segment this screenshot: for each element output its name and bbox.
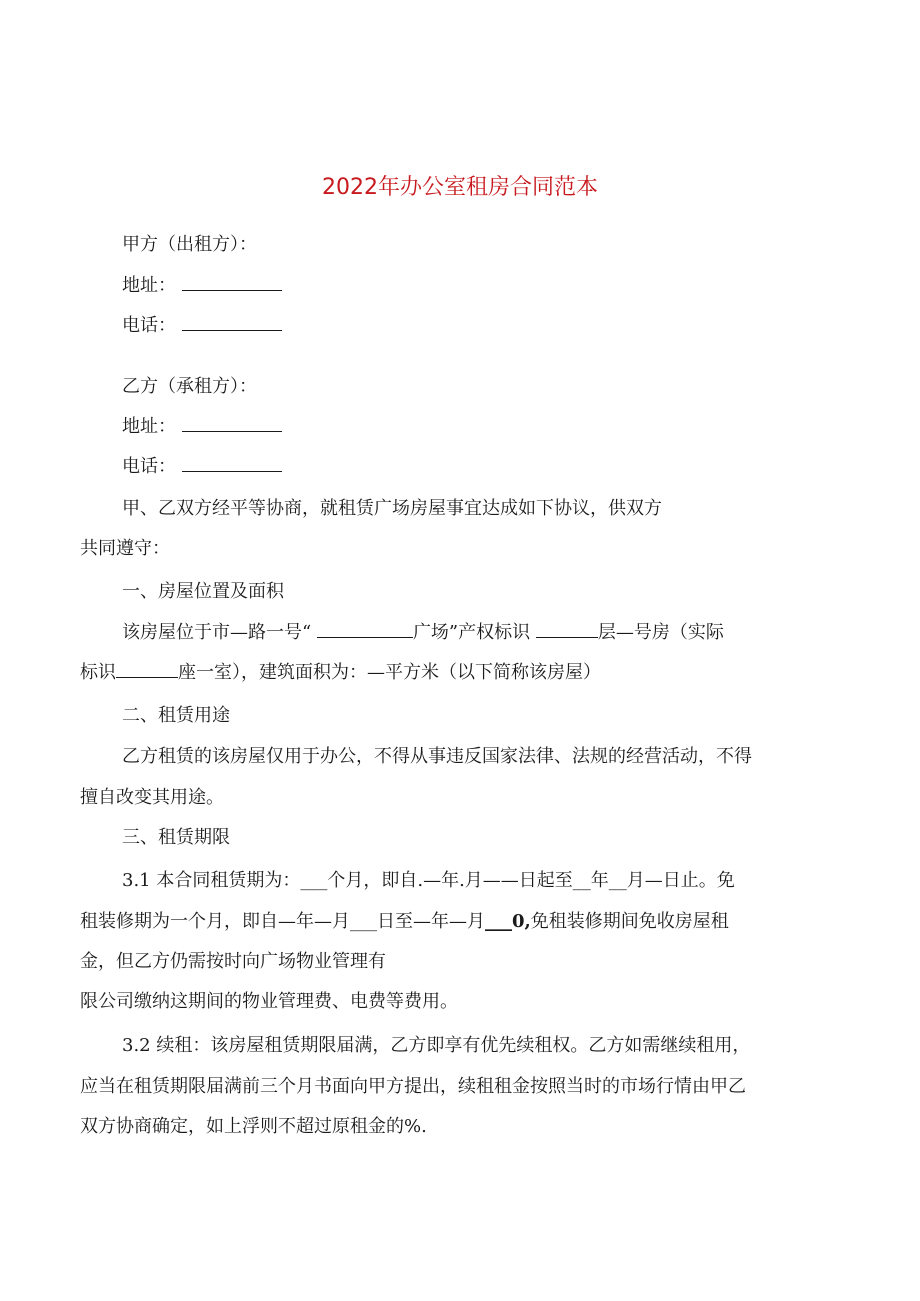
party-a-address-blank[interactable] bbox=[182, 274, 282, 291]
party-b-address-label: 地址： bbox=[122, 416, 176, 437]
clause-3-1-text-a: 租装修期为一个月，即自—年—月___日至—年—月 bbox=[80, 911, 485, 932]
clause-3-2-line-3: 双方协商确定，如上浮则不超过原租金的%. bbox=[80, 1116, 427, 1137]
clause-3-1-text-b: ___0, bbox=[485, 911, 531, 932]
section-1-text-c: 层—号房（实际 bbox=[597, 622, 724, 643]
building-blank[interactable] bbox=[116, 661, 178, 678]
party-b-phone-blank[interactable] bbox=[182, 455, 282, 472]
section-1-heading: 一、房屋位置及面积 bbox=[122, 581, 284, 602]
section-1-line-2 bbox=[80, 661, 601, 685]
party-a-address bbox=[122, 274, 282, 298]
party-a-phone-label: 电话： bbox=[122, 315, 176, 336]
section-1-text-e: 座一室），建筑面积为：—平方米（以下简称该房屋） bbox=[178, 662, 601, 683]
party-a-address-label: 地址： bbox=[122, 275, 176, 296]
party-b-phone-label: 电话： bbox=[122, 456, 176, 477]
section-1-text-d: 标识 bbox=[80, 662, 116, 683]
section-2-line-1: 乙方租赁的该房屋仅用于办公，不得从事违反国家法律、法规的经营活动，不得 bbox=[122, 746, 752, 767]
party-b-phone bbox=[122, 455, 282, 479]
document-title: 2022年办公室租房合同范本 bbox=[322, 175, 598, 200]
party-a-phone-blank[interactable] bbox=[182, 314, 282, 331]
section-2-heading: 二、租赁用途 bbox=[122, 705, 230, 726]
clause-3-1-line-1: 3.1 本合同租赁期为：___个月，即自.—年.月——日起至__年__月—日止。免 bbox=[122, 870, 735, 891]
section-1-line-1 bbox=[122, 621, 724, 645]
party-b-address bbox=[122, 415, 282, 439]
clause-3-2-line-2: 应当在租赁期限届满前三个月书面向甲方提出，续租租金按照当时的市场行情由甲乙 bbox=[80, 1076, 746, 1097]
floor-blank[interactable] bbox=[536, 621, 598, 638]
party-b-address-blank[interactable] bbox=[182, 415, 282, 432]
clause-3-1-line-3: 金，但乙方仍需按时向广场物业管理有 bbox=[80, 951, 386, 972]
section-1-text-a: 该房屋位于市—路一号“ bbox=[122, 622, 317, 643]
clause-3-1-text-c: 免租装修期间免收房屋租 bbox=[530, 911, 729, 932]
party-b-heading: 乙方（承租方）： bbox=[122, 376, 257, 397]
section-1-text-b: 广场”产权标识 bbox=[412, 622, 536, 643]
section-3-heading: 三、租赁期限 bbox=[122, 827, 230, 848]
intro-line-2: 共同遵守： bbox=[80, 538, 170, 559]
clause-3-1-line-2 bbox=[80, 910, 729, 934]
clause-3-2-line-1: 3.2 续租：该房屋租赁期限届满，乙方即享有优先续租权。乙方如需继续租用， bbox=[122, 1035, 751, 1056]
plaza-name-blank[interactable] bbox=[317, 621, 413, 638]
section-2-line-2: 擅自改变其用途。 bbox=[80, 787, 224, 808]
intro-line-1: 甲、乙双方经平等协商，就租赁广场房屋事宜达成如下协议，供双方 bbox=[122, 498, 662, 519]
party-a-heading: 甲方（出租方）： bbox=[122, 234, 257, 255]
clause-3-1-line-4: 限公司缴纳这期间的物业管理费、电费等费用。 bbox=[80, 991, 458, 1012]
party-a-phone bbox=[122, 314, 282, 338]
